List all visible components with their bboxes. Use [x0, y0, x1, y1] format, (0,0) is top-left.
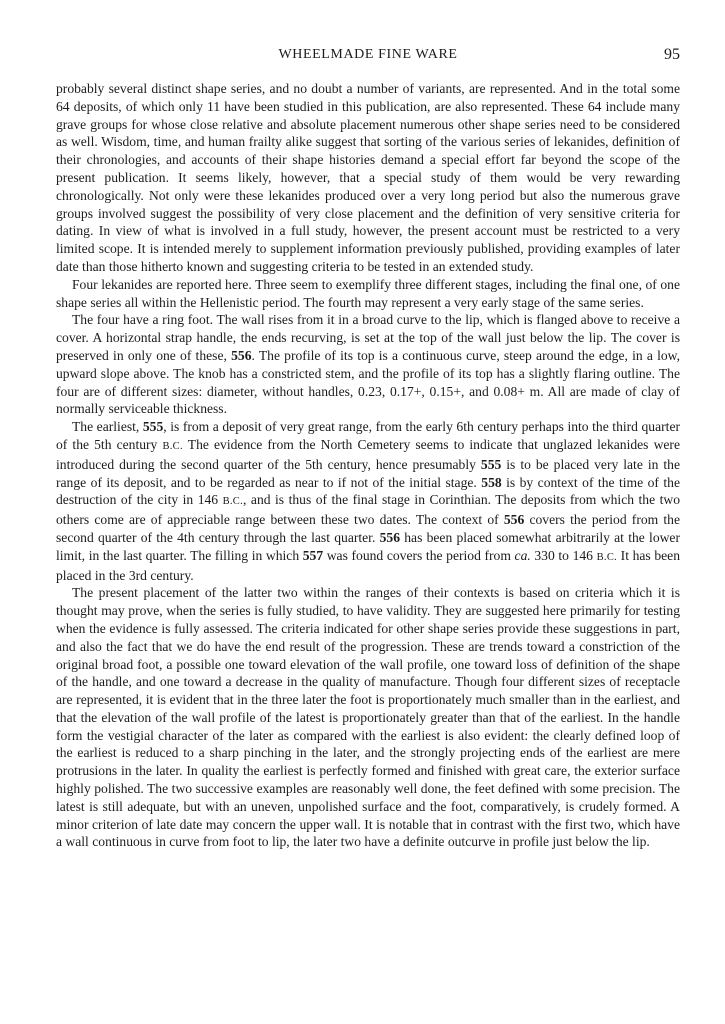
paragraph: Four lekanides are reported here. Three seem to exemplify three different stages, including the final one, of one shape series all within the Hellenistic period. The fourth may represent a very early stage of the same series.	[56, 276, 680, 310]
paragraph: The present placement of the latter two within the ranges of their contexts is based on criteria which it is thought may prove, when the series is fully studied, to have validity. They are suggested here primarily for testing when the evidence is fully assessed. The criteria indicated for other shape series provide these suggestions in part, and also the fact that we do have the end result of the progression. These are trends toward a constriction of the original broad foot, a possible one toward elevation of the wall profile, one toward loss of definition of the shape of the handle, and one toward a decrease in the quality of manufacture. Though four different sizes of receptacle are represented, it is evident that in the three later the foot is proportionately much smaller than in the earliest, and that the elevation of the wall profile of the latest is proportionately greater than that of the earliest. In the handle form the vestigial character of the later as compared with the earliest is also evident: the clearly defined loop of the earliest is reduced to a sharp pinching in the later, and the strongly projecting ends of the earliest are mere protrusions in the later. In quality the earliest is perfectly formed and finished with great care, the exterior surface highly polished. The two successive examples are reasonably well done, the feet defined with some precision. The latest is still adequate, but with an uneven, unpolished surface and the foot, comparatively, is crudely formed. A minor criterion of late date may concern the upper wall. It is notable that in contrast with the first two, which have a wall continuous in curve from foot to lip, the later two have a definite outcurve in profile just below the lip.	[56, 585, 680, 850]
catalogue-ref: 555	[480, 456, 502, 472]
page-number: 95	[664, 46, 680, 63]
era-abbrev: B.C.	[596, 551, 618, 563]
catalogue-ref: 558	[481, 474, 502, 490]
catalogue-ref: 556	[231, 347, 252, 363]
body-text	[56, 80, 680, 851]
italic-term: ca.	[514, 547, 531, 563]
catalogue-ref: 556	[503, 512, 525, 528]
paragraph: The four have a ring foot. The wall rises from it in a broad curve to the lip, which is flanged above to receive a cover. A horizontal strap handle, the ends recurving, is set at the top of the wall just below the lip. The cover is preserved in only one of these, 556. The profile of its top is a continuous curve, steep around the edge, in a low, upward slope above. The knob has a constricted stem, and the profile of its top has a slightly flaring outline. The four are of different sizes: diameter, without handles, 0.23, 0.17+, 0.15+, and 0.08+ m. All are made of clay of normally serviceable thickness.	[56, 312, 681, 417]
paragraph: The earliest, 555, is from a deposit of very great range, from the early 6th century perhaps into the third quarter of the 5th century B.C. The evidence from the North Cemetery seems to indicate that unglazed lekanides were introduced during the second quarter of the 5th century, hence presumably 555 is to be placed very late in the range of its deposit, and to be regarded as near to if not of the initial stage. 558 is by context of the time of the destruction of the city in 146 B.C., and is thus of the final stage in Corinthian. The deposits from which the two others come are of appreciable range between these two dates. The context of 556 covers the period from the second quarter of the 4th century through the last quarter. 556 has been placed somewhat arbitrarily at the lower limit, in the last quarter. The filling in which 557 was found covers the period from ca. 330 to 146 B.C. It has been placed in the 3rd century.	[56, 419, 681, 583]
running-head	[56, 47, 680, 67]
running-title: WHEELMADE FINE WARE	[278, 47, 458, 62]
catalogue-ref: 556	[379, 529, 400, 545]
paragraph: probably several distinct shape series, and no doubt a number of variants, are represented. And in the total some 64 deposits, of which only 11 have been studied in this publication, are also represented. These 64 include many grave groups for whose close relative and absolute placement numerous other shape series need to be considered as well. Wisdom, time, and human frailty alike suggest that sorting of the various series of lekanides, definition of their chronologies, and accounts of their shape histories demand a special effort far beyond the scope of the present publication. It seems likely, however, that a special study of them would be very rewarding chronologically. Not only were these lekanides produced over a very long period but also the numerous grave groups involved suggest the possibility of very close placement and the definition of very sensitive criteria for dating. In view of what is involved in a full study, however, the present account must be restricted to a very limited scope. It is intended merely to supplement information previously published, providing examples of later date than those hitherto known and suggesting criteria to be tested in an extended study.	[56, 81, 680, 274]
catalogue-ref: 557	[302, 547, 324, 563]
catalogue-ref: 555	[142, 419, 164, 435]
era-abbrev: B.C.	[162, 440, 183, 452]
era-abbrev: B.C.	[222, 496, 244, 508]
